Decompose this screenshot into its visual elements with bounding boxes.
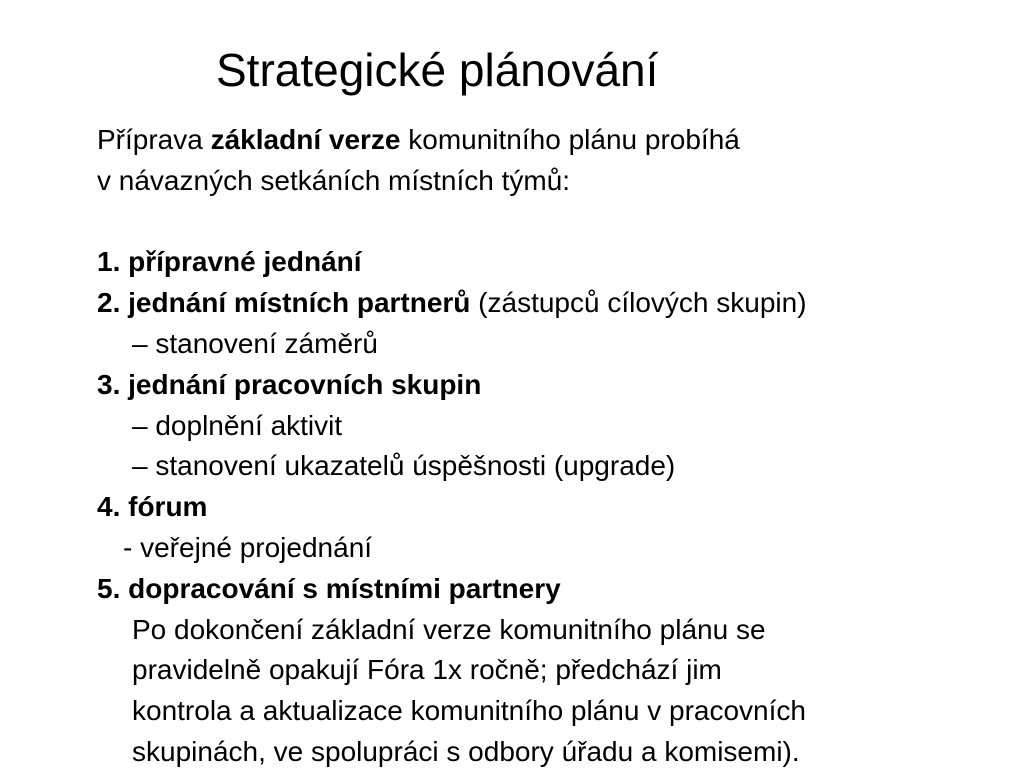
step-2-sub: – stanovení záměrů [132, 327, 378, 359]
intro-suffix: komunitního plánu probíhá [400, 124, 740, 155]
step-5-heading: 5. dopracování s místními partnery [97, 572, 561, 604]
step-3-sub-2: – stanovení ukazatelů úspěšnosti (upgrade) [132, 450, 676, 482]
step-4-heading: 4. fórum [97, 491, 208, 523]
step-5-para-line-4: skupinách, ve spolupráci s odbory úřadu a komisemi). [132, 735, 800, 767]
spacer [97, 202, 997, 243]
step-4-sub: - veřejné projednání [123, 531, 373, 563]
step-3-sub-1: – doplnění aktivit [132, 409, 343, 441]
intro-line-1 [97, 120, 997, 161]
step-2-line [97, 283, 997, 324]
intro-bold: základní verze [210, 124, 401, 155]
slide-title: Strategické plánování [216, 44, 659, 96]
intro-prefix: Příprava [97, 124, 211, 155]
step-5-para-line-3: kontrola a aktualizace komunitního plánu v pracovních [132, 695, 806, 727]
step-1-heading: 1. přípravné jednání [97, 246, 362, 278]
step-2-tail: (zástupců cílových skupin) [470, 287, 807, 319]
step-3-heading: 3. jednání pracovních skupin [97, 368, 482, 400]
step-5-para-line-2: pravidelně opakují Fóra 1x ročně; předchází jim [132, 654, 722, 686]
slide-content [97, 120, 997, 773]
intro-line-2: v návazných setkáních místních týmů: [97, 164, 571, 196]
step-5-para-line-1: Po dokončení základní verze komunitního plánu se [132, 613, 766, 645]
step-2-heading: 2. jednání místních partnerů [97, 287, 471, 319]
